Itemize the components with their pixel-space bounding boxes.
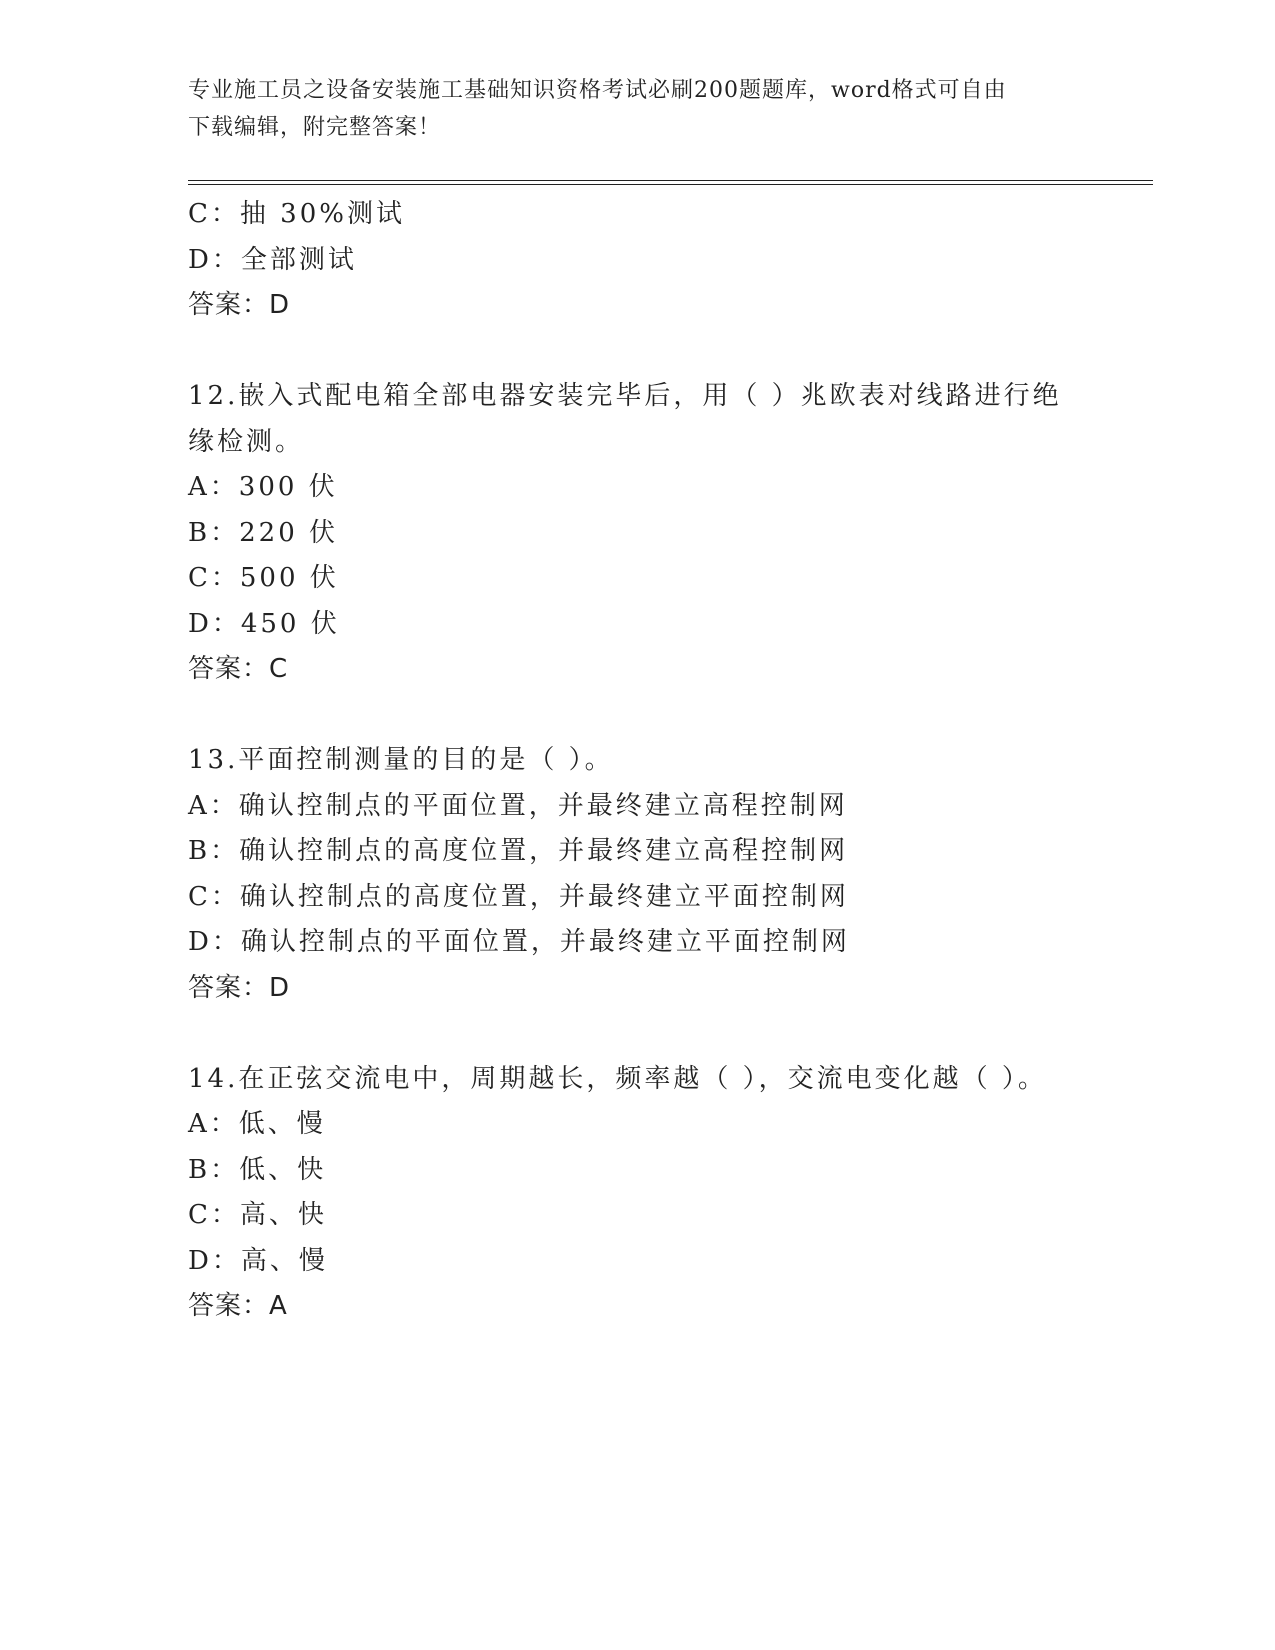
option-c: C：确认控制点的高度位置，并最终建立平面控制网 bbox=[188, 881, 849, 912]
spacer bbox=[188, 1011, 1148, 1057]
header-divider-top bbox=[188, 180, 1153, 181]
option-d: D：确认控制点的平面位置，并最终建立平面控制网 bbox=[188, 927, 850, 957]
option-d: D：高、慢 bbox=[188, 1245, 328, 1276]
option-a: A：确认控制点的平面位置，并最终建立高程控制网 bbox=[188, 790, 848, 821]
question-block bbox=[188, 192, 1148, 329]
spacer bbox=[188, 693, 1148, 739]
question-stem-line: 14.在正弦交流电中，周期越长，频率越（ ），交流电变化越（ ）。 bbox=[188, 1063, 1047, 1094]
option-a: A：低、慢 bbox=[188, 1109, 326, 1139]
question-stem-line: 12.嵌入式配电箱全部电器安装完毕后，用（ ）兆欧表对线路进行绝 bbox=[188, 381, 1062, 411]
answer-line: 答案：D bbox=[188, 290, 291, 320]
option-c: C：高、快 bbox=[188, 1200, 327, 1230]
option-c: C：500 伏 bbox=[188, 563, 339, 593]
option-a: A：300 伏 bbox=[188, 472, 338, 502]
answer-line: 答案：D bbox=[188, 972, 291, 1003]
question-block bbox=[188, 738, 1148, 1011]
header-line-2: 下载编辑，附完整答案！ bbox=[188, 115, 442, 140]
option-d: D：450 伏 bbox=[188, 608, 340, 639]
header-divider-bottom bbox=[188, 184, 1153, 185]
spacer bbox=[188, 329, 1148, 375]
question-stem-line: 13.平面控制测量的目的是（ ）。 bbox=[188, 745, 614, 775]
option-b: B：低、快 bbox=[188, 1154, 327, 1185]
question-block bbox=[188, 374, 1148, 693]
answer-line: 答案：A bbox=[188, 1291, 288, 1321]
answer-line: 答案：C bbox=[188, 654, 289, 684]
question-list bbox=[188, 192, 1148, 1330]
question-stem-line: 缘检测。 bbox=[188, 426, 305, 457]
option-b: B：确认控制点的高度位置，并最终建立高程控制网 bbox=[188, 836, 849, 866]
option-b: B：220 伏 bbox=[188, 517, 338, 548]
option-d: D：全部测试 bbox=[188, 244, 357, 275]
option-c: C：抽 30%测试 bbox=[188, 199, 405, 229]
header-line-1: 专业施工员之设备安装施工基础知识资格考试必刷200题题库，word格式可自由 bbox=[188, 78, 1007, 103]
document-header bbox=[188, 72, 1088, 146]
question-block bbox=[188, 1057, 1148, 1330]
